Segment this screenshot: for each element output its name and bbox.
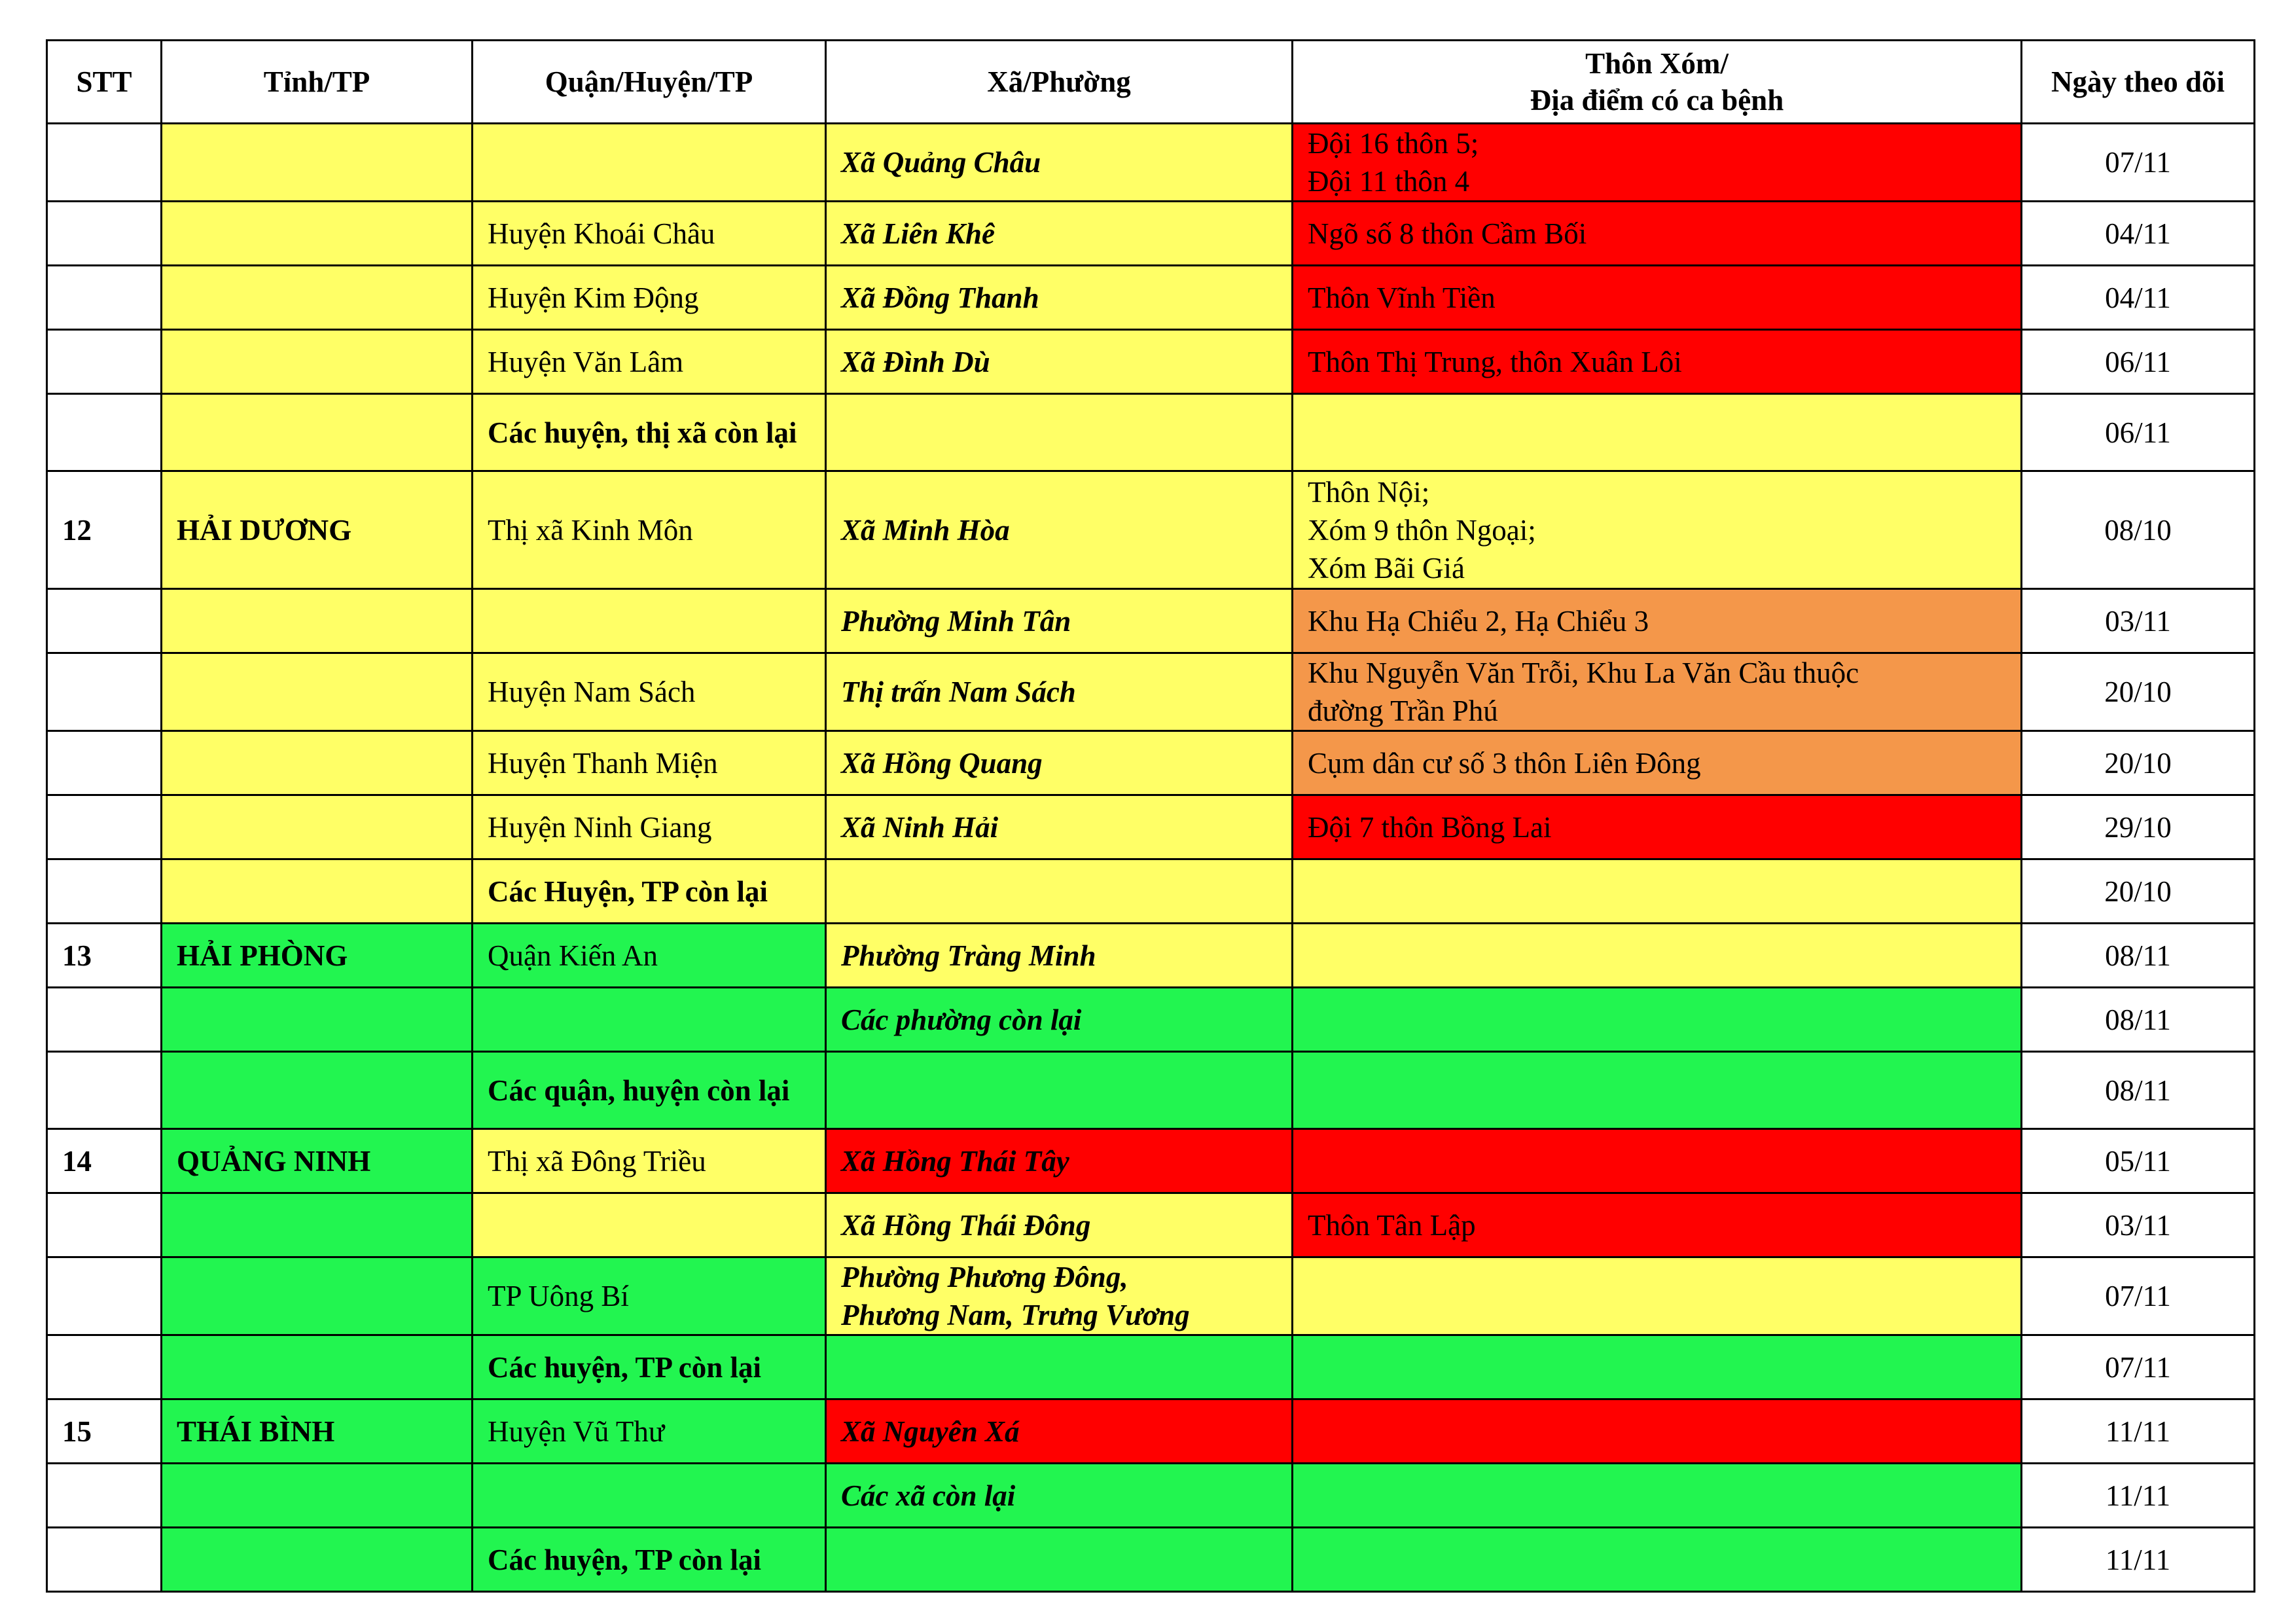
header-stt: STT	[47, 41, 162, 124]
province-cell	[162, 330, 473, 394]
stt-cell	[47, 124, 162, 202]
header-ward: Xã/Phường	[826, 41, 1293, 124]
ward-cell: Phường Minh Tân	[826, 589, 1293, 653]
stt-cell	[47, 859, 162, 924]
stt-cell	[47, 653, 162, 731]
stt-cell: 13	[47, 924, 162, 988]
stt-cell	[47, 731, 162, 795]
table-row	[47, 124, 2255, 202]
date-cell: 07/11	[2022, 1257, 2255, 1335]
ward-cell	[826, 1052, 1293, 1129]
header-district: Quận/Huyện/TP	[473, 41, 826, 124]
location-cell: Khu Hạ Chiểu 2, Hạ Chiểu 3	[1293, 589, 2022, 653]
province-cell: THÁI BÌNH	[162, 1399, 473, 1464]
date-cell: 06/11	[2022, 394, 2255, 471]
table-row	[47, 653, 2255, 731]
table-row	[47, 1335, 2255, 1399]
province-cell	[162, 1052, 473, 1129]
date-cell: 29/10	[2022, 795, 2255, 859]
stt-cell	[47, 266, 162, 330]
location-cell: Thôn Nội; Xóm 9 thôn Ngoại; Xóm Bãi Giá	[1293, 471, 2022, 589]
date-cell: 11/11	[2022, 1399, 2255, 1464]
ward-cell: Xã Ninh Hải	[826, 795, 1293, 859]
location-cell	[1293, 988, 2022, 1052]
table-row	[47, 1528, 2255, 1592]
district-cell: Các Huyện, TP còn lại	[473, 859, 826, 924]
date-cell: 08/10	[2022, 471, 2255, 589]
table-row	[47, 1129, 2255, 1193]
covid-risk-table	[46, 39, 2255, 1593]
district-cell: Huyện Nam Sách	[473, 653, 826, 731]
stt-cell	[47, 330, 162, 394]
stt-cell: 14	[47, 1129, 162, 1193]
ward-cell: Các phường còn lại	[826, 988, 1293, 1052]
location-cell: Cụm dân cư số 3 thôn Liên Đông	[1293, 731, 2022, 795]
ward-cell	[826, 394, 1293, 471]
date-cell: 07/11	[2022, 1335, 2255, 1399]
ward-cell: Phường Tràng Minh	[826, 924, 1293, 988]
province-cell	[162, 589, 473, 653]
district-cell: Thị xã Đông Triều	[473, 1129, 826, 1193]
ward-cell: Xã Đình Dù	[826, 330, 1293, 394]
ward-cell: Xã Minh Hòa	[826, 471, 1293, 589]
table-row	[47, 988, 2255, 1052]
province-cell	[162, 124, 473, 202]
district-cell: Huyện Thanh Miện	[473, 731, 826, 795]
stt-cell	[47, 1052, 162, 1129]
district-cell: Các huyện, TP còn lại	[473, 1528, 826, 1592]
province-cell	[162, 859, 473, 924]
ward-cell: Xã Hồng Thái Tây	[826, 1129, 1293, 1193]
header-date: Ngày theo dõi	[2022, 41, 2255, 124]
date-cell: 20/10	[2022, 731, 2255, 795]
ward-cell	[826, 1335, 1293, 1399]
stt-cell	[47, 394, 162, 471]
district-cell	[473, 1193, 826, 1257]
table-row	[47, 330, 2255, 394]
location-cell: Đội 16 thôn 5; Đội 11 thôn 4	[1293, 124, 2022, 202]
date-cell: 08/11	[2022, 988, 2255, 1052]
table-row	[47, 859, 2255, 924]
district-cell	[473, 589, 826, 653]
district-cell: Huyện Văn Lâm	[473, 330, 826, 394]
district-cell: TP Uông Bí	[473, 1257, 826, 1335]
date-cell: 11/11	[2022, 1528, 2255, 1592]
ward-cell: Phường Phương Đông, Phương Nam, Trưng Vương	[826, 1257, 1293, 1335]
table-row	[47, 471, 2255, 589]
table-row	[47, 795, 2255, 859]
province-cell	[162, 653, 473, 731]
province-cell: HẢI DƯƠNG	[162, 471, 473, 589]
location-cell	[1293, 394, 2022, 471]
location-cell	[1293, 1335, 2022, 1399]
table-row	[47, 1399, 2255, 1464]
location-cell: Khu Nguyễn Văn Trỗi, Khu La Văn Cầu thuộc đường Trần Phú	[1293, 653, 2022, 731]
stt-cell	[47, 988, 162, 1052]
stt-cell	[47, 1257, 162, 1335]
district-cell	[473, 988, 826, 1052]
table-row	[47, 1193, 2255, 1257]
ward-cell: Xã Quảng Châu	[826, 124, 1293, 202]
table-row	[47, 266, 2255, 330]
district-cell	[473, 1464, 826, 1528]
ward-cell: Các xã còn lại	[826, 1464, 1293, 1528]
province-cell	[162, 1257, 473, 1335]
table-row	[47, 1464, 2255, 1528]
ward-cell: Xã Hồng Thái Đông	[826, 1193, 1293, 1257]
district-cell: Các huyện, TP còn lại	[473, 1335, 826, 1399]
date-cell: 06/11	[2022, 330, 2255, 394]
location-cell: Thôn Thị Trung, thôn Xuân Lôi	[1293, 330, 2022, 394]
location-cell: Ngõ số 8 thôn Cầm Bối	[1293, 202, 2022, 266]
table-row	[47, 1257, 2255, 1335]
ward-cell: Xã Liên Khê	[826, 202, 1293, 266]
province-cell: QUẢNG NINH	[162, 1129, 473, 1193]
district-cell: Huyện Kim Động	[473, 266, 826, 330]
date-cell: 08/11	[2022, 1052, 2255, 1129]
location-cell	[1293, 1399, 2022, 1464]
stt-cell	[47, 1193, 162, 1257]
date-cell: 08/11	[2022, 924, 2255, 988]
location-cell: Thôn Vĩnh Tiền	[1293, 266, 2022, 330]
province-cell	[162, 394, 473, 471]
date-cell: 11/11	[2022, 1464, 2255, 1528]
date-cell: 03/11	[2022, 1193, 2255, 1257]
province-cell	[162, 1528, 473, 1592]
district-cell: Huyện Ninh Giang	[473, 795, 826, 859]
table-row	[47, 394, 2255, 471]
district-cell: Quận Kiến An	[473, 924, 826, 988]
province-cell: HẢI PHÒNG	[162, 924, 473, 988]
date-cell: 03/11	[2022, 589, 2255, 653]
location-cell	[1293, 1257, 2022, 1335]
header-province: Tỉnh/TP	[162, 41, 473, 124]
province-cell	[162, 266, 473, 330]
stt-cell	[47, 795, 162, 859]
date-cell: 05/11	[2022, 1129, 2255, 1193]
location-cell: Đội 7 thôn Bồng Lai	[1293, 795, 2022, 859]
table-row	[47, 1052, 2255, 1129]
stt-cell: 15	[47, 1399, 162, 1464]
location-cell	[1293, 1129, 2022, 1193]
stt-cell	[47, 1335, 162, 1399]
ward-cell	[826, 1528, 1293, 1592]
location-cell	[1293, 1464, 2022, 1528]
table-row	[47, 202, 2255, 266]
district-cell: Huyện Vũ Thư	[473, 1399, 826, 1464]
province-cell	[162, 795, 473, 859]
province-cell	[162, 1193, 473, 1257]
location-cell	[1293, 1528, 2022, 1592]
province-cell	[162, 731, 473, 795]
date-cell: 04/11	[2022, 266, 2255, 330]
district-cell: Thị xã Kinh Môn	[473, 471, 826, 589]
stt-cell	[47, 1528, 162, 1592]
ward-cell: Thị trấn Nam Sách	[826, 653, 1293, 731]
location-cell	[1293, 859, 2022, 924]
header-row	[47, 41, 2255, 124]
location-cell	[1293, 1052, 2022, 1129]
date-cell: 20/10	[2022, 859, 2255, 924]
date-cell: 04/11	[2022, 202, 2255, 266]
district-cell: Các quận, huyện còn lại	[473, 1052, 826, 1129]
location-cell	[1293, 924, 2022, 988]
table-row	[47, 731, 2255, 795]
date-cell: 20/10	[2022, 653, 2255, 731]
stt-cell	[47, 1464, 162, 1528]
province-cell	[162, 1335, 473, 1399]
ward-cell: Xã Đồng Thanh	[826, 266, 1293, 330]
ward-cell: Xã Hồng Quang	[826, 731, 1293, 795]
ward-cell	[826, 859, 1293, 924]
province-cell	[162, 202, 473, 266]
district-cell: Huyện Khoái Châu	[473, 202, 826, 266]
ward-cell: Xã Nguyên Xá	[826, 1399, 1293, 1464]
district-cell	[473, 124, 826, 202]
stt-cell: 12	[47, 471, 162, 589]
table-row	[47, 924, 2255, 988]
district-cell: Các huyện, thị xã còn lại	[473, 394, 826, 471]
header-location: Thôn Xóm/ Địa điểm có ca bệnh	[1293, 41, 2022, 124]
table-row	[47, 589, 2255, 653]
stt-cell	[47, 589, 162, 653]
table-body	[47, 124, 2255, 1592]
date-cell: 07/11	[2022, 124, 2255, 202]
province-cell	[162, 1464, 473, 1528]
location-cell: Thôn Tân Lập	[1293, 1193, 2022, 1257]
stt-cell	[47, 202, 162, 266]
province-cell	[162, 988, 473, 1052]
